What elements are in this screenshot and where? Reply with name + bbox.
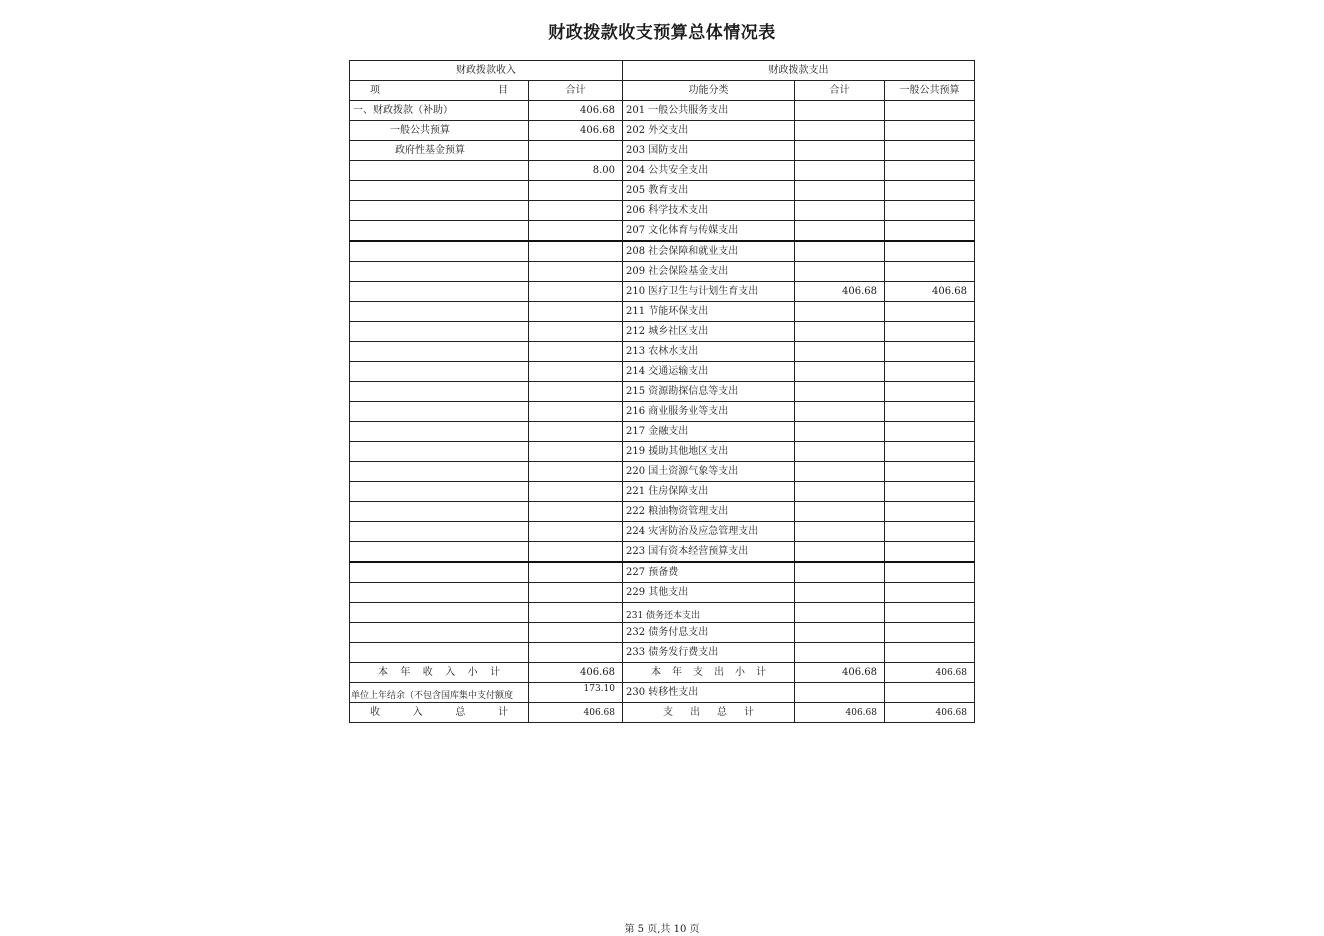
income-amount-cell xyxy=(529,342,623,362)
income-amount-cell xyxy=(529,522,623,542)
table-row xyxy=(350,502,975,522)
income-amount-cell: 406.68 xyxy=(529,101,623,121)
income-amount-cell xyxy=(529,402,623,422)
table-row xyxy=(350,402,975,422)
income-item-cell xyxy=(350,643,529,663)
income-item-cell xyxy=(350,542,529,563)
income-item-cell xyxy=(350,342,529,362)
table-row xyxy=(350,101,975,121)
expense-grand-total-total: 406.68 xyxy=(795,703,885,723)
table-row xyxy=(350,121,975,141)
expense-total-cell xyxy=(795,201,885,221)
expense-total-cell xyxy=(795,462,885,482)
income-item-cell xyxy=(350,482,529,502)
function-category-cell: 203 国防支出 xyxy=(623,141,795,161)
function-category-cell: 222 粮油物资管理支出 xyxy=(623,502,795,522)
income-item-cell xyxy=(350,583,529,603)
income-item-cell xyxy=(350,382,529,402)
expense-total-cell xyxy=(795,482,885,502)
general-budget-cell xyxy=(885,322,975,342)
table-row xyxy=(350,161,975,181)
expense-total-cell xyxy=(795,141,885,161)
function-category-cell: 209 社会保险基金支出 xyxy=(623,262,795,282)
function-category-cell: 207 文化体育与传媒支出 xyxy=(623,221,795,242)
income-amount-cell xyxy=(529,442,623,462)
table-row xyxy=(350,603,975,623)
general-budget-cell xyxy=(885,262,975,282)
income-amount-cell xyxy=(529,422,623,442)
expense-total-cell xyxy=(795,562,885,583)
income-item-cell xyxy=(350,362,529,382)
expense-total-cell xyxy=(795,382,885,402)
function-category-cell: 231 债务还本支出 xyxy=(623,603,795,623)
table-row xyxy=(350,643,975,663)
general-budget-cell xyxy=(885,121,975,141)
carryover-row xyxy=(350,683,975,703)
table-row xyxy=(350,442,975,462)
income-amount-cell xyxy=(529,462,623,482)
table-row xyxy=(350,262,975,282)
table-row xyxy=(350,342,975,362)
income-amount-cell xyxy=(529,623,623,643)
function-category-cell: 233 债务发行费支出 xyxy=(623,643,795,663)
income-item-cell: 一、财政拨款（补助） xyxy=(350,101,529,121)
expense-total-cell xyxy=(795,181,885,201)
income-amount-cell xyxy=(529,562,623,583)
general-budget-cell xyxy=(885,542,975,563)
function-category-cell: 229 其他支出 xyxy=(623,583,795,603)
income-item-cell xyxy=(350,462,529,482)
function-category-cell: 201 一般公共服务支出 xyxy=(623,101,795,121)
function-category-cell: 220 国土资源气象等支出 xyxy=(623,462,795,482)
general-budget-cell xyxy=(885,201,975,221)
income-grand-total-amount: 406.68 xyxy=(529,703,623,723)
expense-subtotal-total: 406.68 xyxy=(795,663,885,683)
income-item-cell xyxy=(350,603,529,623)
income-item-cell xyxy=(350,241,529,262)
function-category-cell: 232 债务付息支出 xyxy=(623,623,795,643)
budget-table xyxy=(349,60,975,723)
income-item-cell xyxy=(350,442,529,462)
function-category-cell: 219 援助其他地区支出 xyxy=(623,442,795,462)
general-budget-cell xyxy=(885,623,975,643)
income-amount-cell xyxy=(529,502,623,522)
function-category-cell: 227 预备费 xyxy=(623,562,795,583)
page-footer: 第 5 页,共 10 页 xyxy=(624,924,700,935)
general-budget-cell xyxy=(885,583,975,603)
expense-total-cell xyxy=(795,422,885,442)
income-item-cell: 一般公共预算 xyxy=(350,121,529,141)
income-item-cell xyxy=(350,201,529,221)
general-budget-cell xyxy=(885,141,975,161)
expense-total-cell xyxy=(795,643,885,663)
function-category-cell: 205 教育支出 xyxy=(623,181,795,201)
expense-total-cell xyxy=(795,442,885,462)
table-row xyxy=(350,482,975,502)
function-category-cell: 223 国有资本经营预算支出 xyxy=(623,542,795,563)
expense-total-cell xyxy=(795,502,885,522)
income-item-cell xyxy=(350,502,529,522)
general-budget-cell xyxy=(885,181,975,201)
carryover-total xyxy=(795,683,885,703)
general-budget-cell: 406.68 xyxy=(885,282,975,302)
general-budget-cell xyxy=(885,522,975,542)
table-row xyxy=(350,522,975,542)
expense-subtotal-general: 406.68 xyxy=(885,663,975,683)
expense-total-cell xyxy=(795,302,885,322)
table-row xyxy=(350,201,975,221)
general-budget-cell xyxy=(885,562,975,583)
expense-total-cell xyxy=(795,262,885,282)
function-category-cell: 212 城乡社区支出 xyxy=(623,322,795,342)
general-budget-cell xyxy=(885,482,975,502)
general-budget-cell xyxy=(885,382,975,402)
table-row xyxy=(350,623,975,643)
col-header-item: 项 目 xyxy=(350,81,529,101)
income-item-cell xyxy=(350,402,529,422)
income-amount-cell: 8.00 xyxy=(529,161,623,181)
carryover-amount: 173.10 xyxy=(529,683,623,703)
table-row xyxy=(350,462,975,482)
income-amount-cell xyxy=(529,322,623,342)
expense-group-header: 财政拨款支出 xyxy=(623,61,975,81)
income-amount-cell xyxy=(529,221,623,242)
income-item-cell xyxy=(350,262,529,282)
income-item-cell xyxy=(350,522,529,542)
income-amount-cell xyxy=(529,241,623,262)
grand-total-row xyxy=(350,703,975,723)
function-category-cell: 224 灾害防治及应急管理支出 xyxy=(623,522,795,542)
table-row xyxy=(350,181,975,201)
income-item-cell: 政府性基金预算 xyxy=(350,141,529,161)
income-amount-cell xyxy=(529,643,623,663)
income-item-cell xyxy=(350,322,529,342)
expense-total-cell xyxy=(795,623,885,643)
income-amount-cell xyxy=(529,262,623,282)
income-amount-cell xyxy=(529,201,623,221)
carryover-general xyxy=(885,683,975,703)
table-row xyxy=(350,241,975,262)
group-header-row xyxy=(350,61,975,81)
col-header-expense-total: 合计 xyxy=(795,81,885,101)
expense-total-cell xyxy=(795,402,885,422)
col-header-income-total: 合计 xyxy=(529,81,623,101)
expense-total-cell xyxy=(795,583,885,603)
income-amount-cell xyxy=(529,542,623,563)
income-item-cell xyxy=(350,623,529,643)
table-row xyxy=(350,282,975,302)
function-category-cell: 213 农林水支出 xyxy=(623,342,795,362)
income-subtotal-amount: 406.68 xyxy=(529,663,623,683)
income-item-cell xyxy=(350,282,529,302)
income-grand-total-label: 收入总计 xyxy=(350,703,529,723)
function-category-cell: 217 金融支出 xyxy=(623,422,795,442)
table-row xyxy=(350,562,975,583)
function-category-cell: 214 交通运输支出 xyxy=(623,362,795,382)
function-category-cell: 215 资源勘探信息等支出 xyxy=(623,382,795,402)
income-amount-cell xyxy=(529,181,623,201)
general-budget-cell xyxy=(885,402,975,422)
expense-grand-total-label: 支出总计 xyxy=(623,703,795,723)
summary-body xyxy=(350,663,975,723)
general-budget-cell xyxy=(885,342,975,362)
income-amount-cell xyxy=(529,382,623,402)
expense-grand-total-general: 406.68 xyxy=(885,703,975,723)
expense-total-cell: 406.68 xyxy=(795,282,885,302)
income-item-cell xyxy=(350,422,529,442)
income-item-cell xyxy=(350,181,529,201)
expense-total-cell xyxy=(795,322,885,342)
function-category-cell: 208 社会保障和就业支出 xyxy=(623,241,795,262)
expense-total-cell xyxy=(795,542,885,563)
general-budget-cell xyxy=(885,161,975,181)
income-item-cell xyxy=(350,221,529,242)
income-amount-cell xyxy=(529,302,623,322)
income-amount-cell xyxy=(529,141,623,161)
table-row xyxy=(350,542,975,563)
budget-body xyxy=(350,101,975,663)
table-row xyxy=(350,221,975,242)
income-amount-cell xyxy=(529,482,623,502)
table-row xyxy=(350,302,975,322)
table-row xyxy=(350,422,975,442)
income-amount-cell xyxy=(529,583,623,603)
expense-total-cell xyxy=(795,101,885,121)
expense-total-cell xyxy=(795,342,885,362)
function-category-cell: 216 商业服务业等支出 xyxy=(623,402,795,422)
function-category-cell: 221 住房保障支出 xyxy=(623,482,795,502)
expense-total-cell xyxy=(795,161,885,181)
income-amount-cell xyxy=(529,603,623,623)
table-row xyxy=(350,382,975,402)
general-budget-cell xyxy=(885,302,975,322)
general-budget-cell xyxy=(885,101,975,121)
general-budget-cell xyxy=(885,462,975,482)
expense-total-cell xyxy=(795,362,885,382)
general-budget-cell xyxy=(885,442,975,462)
column-header-row xyxy=(350,81,975,101)
expense-total-cell xyxy=(795,121,885,141)
general-budget-cell xyxy=(885,241,975,262)
carryover-label: 单位上年结余（不包含国库集中支付额度 xyxy=(350,683,529,703)
subtotal-row xyxy=(350,663,975,683)
general-budget-cell xyxy=(885,603,975,623)
table-row xyxy=(350,583,975,603)
table-row xyxy=(350,141,975,161)
income-amount-cell xyxy=(529,362,623,382)
page-title: 财政拨款收支预算总体情况表 xyxy=(548,23,776,43)
income-amount-cell: 406.68 xyxy=(529,121,623,141)
income-item-cell xyxy=(350,562,529,583)
expense-total-cell xyxy=(795,241,885,262)
function-category-cell: 204 公共安全支出 xyxy=(623,161,795,181)
col-header-function: 功能分类 xyxy=(623,81,795,101)
table-row xyxy=(350,362,975,382)
general-budget-cell xyxy=(885,221,975,242)
function-category-cell: 202 外交支出 xyxy=(623,121,795,141)
expense-total-cell xyxy=(795,522,885,542)
income-amount-cell xyxy=(529,282,623,302)
expense-total-cell xyxy=(795,603,885,623)
expense-total-cell xyxy=(795,221,885,242)
general-budget-cell xyxy=(885,502,975,522)
carryover-function: 230 转移性支出 xyxy=(623,683,795,703)
col-header-general-budget: 一般公共预算 xyxy=(885,81,975,101)
income-group-header: 财政拨款收入 xyxy=(350,61,623,81)
function-category-cell: 206 科学技术支出 xyxy=(623,201,795,221)
general-budget-cell xyxy=(885,643,975,663)
income-subtotal-label: 本年收入小计 xyxy=(350,663,529,683)
income-item-cell xyxy=(350,161,529,181)
function-category-cell: 210 医疗卫生与计划生育支出 xyxy=(623,282,795,302)
expense-subtotal-label: 本年支出小计 xyxy=(623,663,795,683)
function-category-cell: 211 节能环保支出 xyxy=(623,302,795,322)
general-budget-cell xyxy=(885,422,975,442)
income-item-cell xyxy=(350,302,529,322)
general-budget-cell xyxy=(885,362,975,382)
table-row xyxy=(350,322,975,342)
